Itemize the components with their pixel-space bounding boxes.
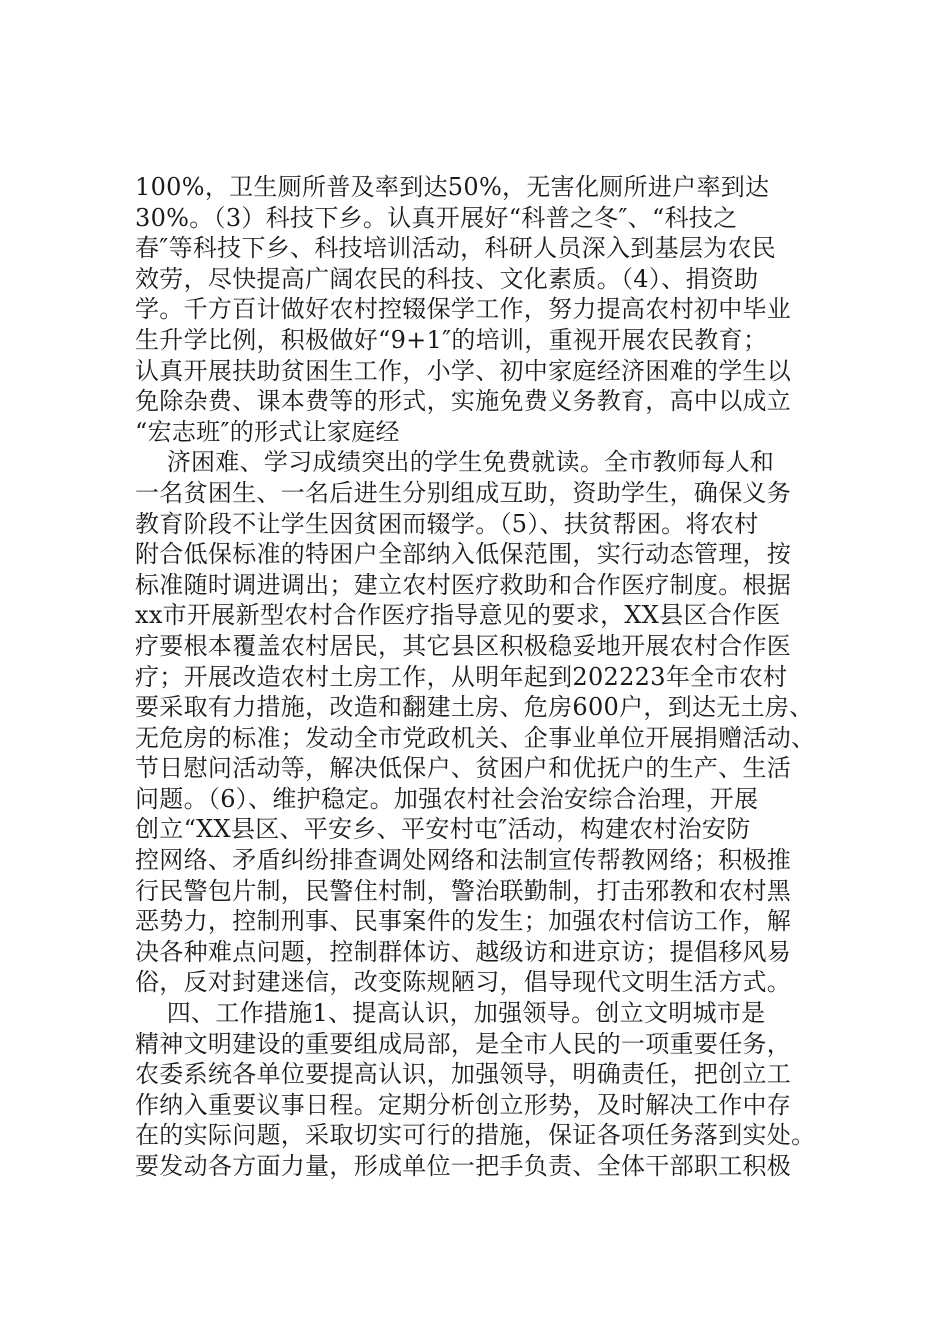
text-line: 春″等科技下乡、科技培训活动，科研人员深入到基层为农民 <box>135 234 777 263</box>
text-line: 济困难、学习成绩突出的学生免费就读。全市教师每人和 <box>135 448 775 477</box>
text-line: 作纳入重要议事日程。定期分析创立形势，及时解决工作中存 <box>135 1090 792 1119</box>
text-line: 30%。（3）科技下乡。认真开展好“科普之冬″、“科技之 <box>135 203 738 232</box>
text-line: 疗要根本覆盖农村居民，其它县区积极稳妥地开展农村合作医 <box>135 631 792 660</box>
text-line: 行民警包片制，民警住村制，警治联勤制，打击邪教和农村黑 <box>135 876 792 905</box>
text-line: xx市开展新型农村合作医疗指导意见的要求，XX县区合作医 <box>135 601 781 630</box>
text-line: 无危房的标准；发动全市党政机关、企事业单位开展捐赠活动、 <box>135 723 816 752</box>
text-line: 学。千方百计做好农村控辍保学工作，努力提高农村初中毕业 <box>135 295 792 324</box>
text-line: 教育阶段不让学生因贫困而辍学。（5）、扶贫帮困。将农村 <box>135 509 759 538</box>
text-line: 控网络、矛盾纠纷排查调处网络和法制宣传帮教网络；积极推 <box>135 846 792 875</box>
text-line: 效劳，尽快提高广阔农民的科技、文化素质。（4）、捐资助 <box>135 264 759 293</box>
text-line: 农委系统各单位要提高认识，加强领导，明确责任，把创立工 <box>135 1060 792 1089</box>
text-line: 标准随时调进调出；建立农村医疗救助和合作医疗制度。根据 <box>135 570 792 599</box>
text-line: 四、工作措施1、提高认识，加强领导。创立文明城市是 <box>135 999 766 1028</box>
text-line: 恶势力，控制刑事、民事案件的发生；加强农村信访工作，解 <box>135 907 792 936</box>
text-line: 附合低保标准的特困户全部纳入低保范围，实行动态管理，按 <box>135 540 792 569</box>
text-line: 疗；开展改造农村土房工作，从明年起到202223年全市农村 <box>135 662 788 691</box>
text-line: “宏志班″的形式让家庭经 <box>135 417 400 446</box>
text-line: 问题。（6）、维护稳定。加强农村社会治安综合治理，开展 <box>135 784 759 813</box>
text-line: 要采取有力措施，改造和翻建土房、危房600户，到达无土房、 <box>135 693 814 722</box>
text-line: 要发动各方面力量，形成单位一把手负责、全体干部职工积极 <box>135 1152 792 1180</box>
text-line: 生升学比例，积极做好“9+1″的培训，重视开展农民教育； <box>135 325 768 354</box>
text-line: 在的实际问题，采取切实可行的措施，保证各项任务落到实处。 <box>135 1121 816 1150</box>
text-line: 一名贫困生、一名后进生分别组成互助，资助学生，确保义务 <box>135 478 792 507</box>
text-line: 100%，卫生厕所普及率到达50%，无害化厕所进户率到达 <box>135 173 770 201</box>
text-line: 免除杂费、课本费等的形式，实施免费义务教育，高中以成立 <box>135 387 792 416</box>
text-line: 节日慰问活动等，解决低保户、贫困户和优抚户的生产、生活 <box>135 754 792 783</box>
text-line: 认真开展扶助贫困生工作，小学、初中家庭经济困难的学生以 <box>135 356 792 385</box>
text-line: 创立“XX县区、平安乡、平安村屯″活动，构建农村治安防 <box>135 815 751 844</box>
body-text <box>135 172 835 1182</box>
text-line: 精神文明建设的重要组成局部，是全市人民的一项重要任务， <box>135 1029 792 1058</box>
text-line: 决各种难点问题，控制群体访、越级访和进京访；提倡移风易 <box>135 937 792 966</box>
text-line: 俗，反对封建迷信，改变陈规陋习，倡导现代文明生活方式。 <box>135 968 792 997</box>
